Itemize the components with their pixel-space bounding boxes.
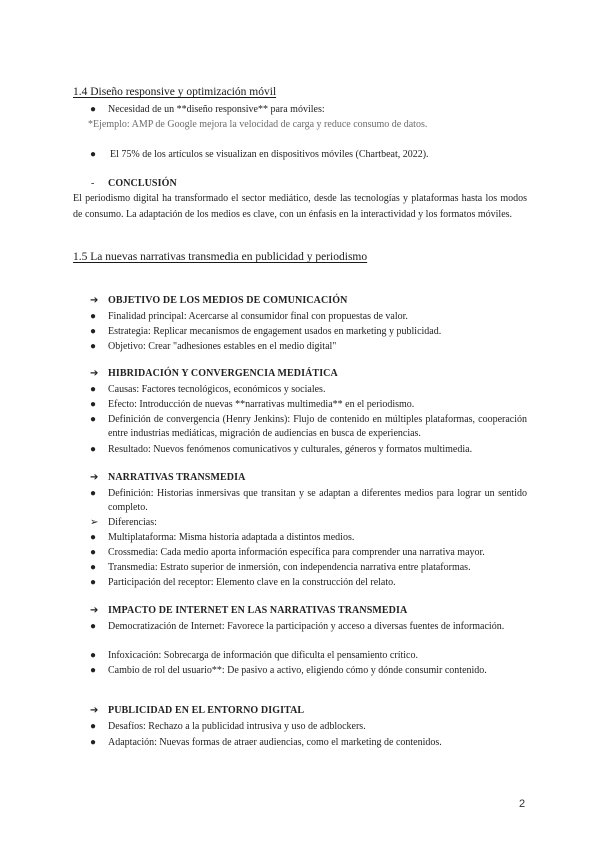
list-item: Participación del receptor: Elemento clave en la construcción del relato. — [108, 577, 396, 588]
subsection-title-impacto: IMPACTO DE INTERNET EN LAS NARRATIVAS TRANSMEDIA — [108, 605, 408, 616]
bullet-icon: ● — [90, 532, 97, 543]
bullet-icon: ● — [90, 341, 97, 352]
list-item: Objetivo: Crear "adhesiones estables en el medio digital" — [108, 341, 337, 352]
bullet-icon: ● — [90, 665, 97, 676]
list-item: Adaptación: Nuevas formas de atraer audiencias, como el marketing de contenidos. — [108, 737, 442, 748]
list-item: Resultado: Nuevos fenómenos comunicativos y culturales, géneros y formatos multimedia. — [108, 444, 473, 455]
subsection-title-narrativas: NARRATIVAS TRANSMEDIA — [108, 472, 246, 483]
bullet-icon: ● — [90, 737, 97, 748]
bullet-icon: ● — [90, 399, 97, 410]
list-item: Definición: Historias inmersivas que transitan y se adaptan a diferentes medios para lograr un sentido completo. — [108, 488, 527, 513]
list-item: Estrategia: Replicar mecanismos de engagement usados en marketing y publicidad. — [108, 326, 442, 337]
list-item: Efecto: Introducción de nuevas **narrativas multimedia** en el periodismo. — [108, 399, 415, 410]
bullet-icon: ● — [90, 149, 97, 160]
bullet-icon: ● — [90, 577, 97, 588]
bullet-icon: ● — [90, 488, 97, 499]
arrow-icon: ➔ — [90, 368, 99, 379]
list-item: Multiplataforma: Misma historia adaptada a distintos medios. — [108, 532, 355, 543]
conclusion-title: CONCLUSIÓN — [108, 178, 177, 189]
bullet-icon: ● — [90, 384, 97, 395]
arrow-icon: ➔ — [90, 295, 99, 306]
list-item: Diferencias: — [108, 517, 157, 528]
example-note: *Ejemplo: AMP de Google mejora la velocidad de carga y reduce consumo de datos. — [88, 119, 428, 130]
bullet-icon: ● — [90, 621, 97, 632]
dash-marker: - — [91, 178, 95, 189]
list-item: Causas: Factores tecnológicos, económicos y sociales. — [108, 384, 326, 395]
subsection-title-publicidad: PUBLICIDAD EN EL ENTORNO DIGITAL — [108, 705, 305, 716]
bullet-icon: ● — [90, 721, 97, 732]
arrow-icon: ➔ — [90, 472, 99, 483]
list-item: Democratización de Internet: Favorece la participación y acceso a diversas fuentes de información. — [108, 621, 505, 632]
bullet-icon: ● — [90, 547, 97, 558]
bullet-icon: ● — [90, 326, 97, 337]
section-heading-1-5: 1.5 La nuevas narrativas transmedia en publicidad y periodismo — [73, 251, 368, 263]
list-item: Necesidad de un **diseño responsive** para móviles: — [108, 104, 325, 115]
list-item: Definición de convergencia (Henry Jenkins): Flujo de contenido en múltiples plataformas, cooperación entre industrias mediáticas, migración de audiencias en busca de experiencias. — [108, 414, 527, 439]
section-heading-1-4: 1.4 Diseño responsive y optimización móvil — [73, 86, 277, 98]
bullet-icon: ● — [90, 650, 97, 661]
page-number: 2 — [519, 798, 526, 810]
arrow-icon: ➔ — [90, 705, 99, 716]
arrowhead-icon: ➢ — [90, 517, 99, 528]
list-item: Transmedia: Estrato superior de inmersión, con independencia narrativa entre plataformas. — [108, 562, 471, 573]
list-item: Finalidad principal: Acercarse al consumidor final con propuestas de valor. — [108, 311, 408, 322]
bullet-icon: ● — [90, 414, 97, 425]
arrow-icon: ➔ — [90, 605, 99, 616]
subsection-title-objetivo: OBJETIVO DE LOS MEDIOS DE COMUNICACIÓN — [108, 295, 348, 306]
bullet-icon: ● — [90, 104, 97, 115]
bullet-icon: ● — [90, 311, 97, 322]
list-item: Crossmedia: Cada medio aporta información específica para comprender una narrativa mayor. — [108, 547, 485, 558]
conclusion-text: El periodismo digital ha transformado el sector mediático, desde las tecnologías y plataformas hasta los modos de consumo. La adaptación de los medios es clave, con un énfasis en la interactividad y los formatos móviles. — [73, 193, 527, 220]
bullet-icon: ● — [90, 444, 97, 455]
subsection-title-hibridacion: HIBRIDACIÓN Y CONVERGENCIA MEDIÁTICA — [108, 368, 338, 379]
list-item: Infoxicación: Sobrecarga de información que dificulta el pensamiento crítico. — [108, 650, 418, 661]
list-item: El 75% de los artículos se visualizan en dispositivos móviles (Chartbeat, 2022). — [110, 149, 429, 160]
bullet-icon: ● — [90, 562, 97, 573]
list-item: Cambio de rol del usuario**: De pasivo a activo, eligiendo cómo y dónde consumir contenido. — [108, 665, 487, 676]
list-item: Desafíos: Rechazo a la publicidad intrusiva y uso de adblockers. — [108, 721, 366, 732]
